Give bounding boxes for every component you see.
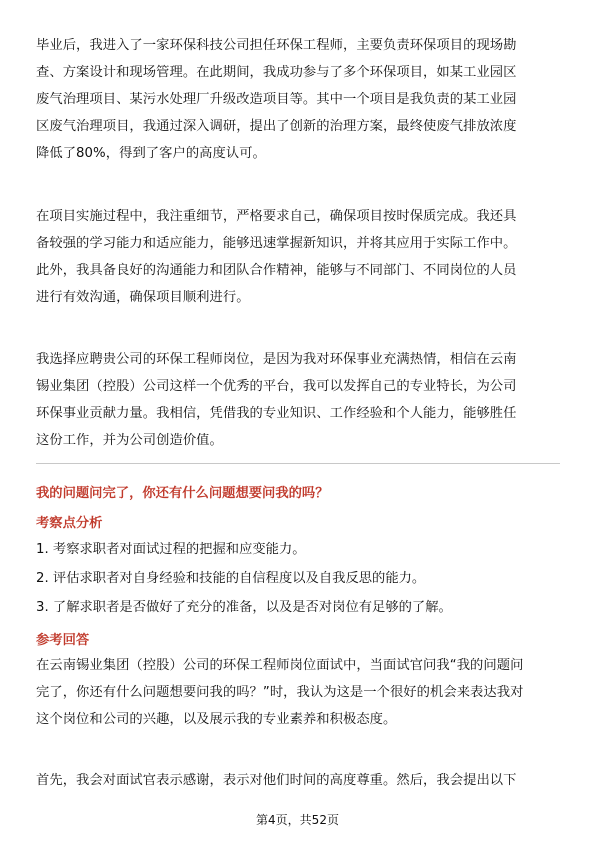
text-line: 此外，我具备良好的沟通能力和团队合作精神，能够与不同部门、不同岗位的人员 (36, 263, 517, 278)
text-line: 我选择应聘贵公司的环保工程师岗位，是因为我对环保事业充满热情，相信在云南 (36, 352, 517, 367)
text-line: 查、方案设计和现场管理。在此期间，我成功参与了多个环保项目，如某工业园区 (36, 65, 517, 80)
body-paragraph-1 (36, 32, 560, 167)
text-line: 备较强的学习能力和适应能力，能够迅速掌握新知识，并将其应用于实际工作中。 (36, 236, 517, 251)
question-title: 我的问题问完了，你还有什么问题想要问我的吗？ (36, 486, 329, 501)
text-line: 区废气治理项目，我通过深入调研，提出了创新的治理方案，最终使废气排放浓度 (36, 119, 517, 134)
text-line: 毕业后，我进入了一家环保科技公司担任环保工程师，主要负责环保项目的现场勘 (36, 38, 517, 53)
analysis-point: 3. 了解求职者是否做好了充分的准备，以及是否对岗位有足够的了解。 (36, 600, 452, 615)
text-line: 降低了80%，得到了客户的高度认可。 (36, 146, 266, 161)
text-line: 在云南锡业集团（控股）公司的环保工程师岗位面试中，当面试官问我“我的问题问 (36, 658, 524, 673)
text-line: 完了，你还有什么问题想要问我的吗？”时，我认为这是一个很好的机会来表达我对 (36, 685, 524, 700)
page-number: 第4页，共52页 (256, 813, 339, 827)
text-line: 锡业集团（控股）公司这样一个优秀的平台，我可以发挥自己的专业特长，为公司 (36, 379, 517, 394)
text-line: 废气治理项目、某污水处理厂升级改造项目等。其中一个项目是我负责的某工业园 (36, 92, 517, 107)
text-line: 在项目实施过程中，我注重细节，严格要求自己，确保项目按时保质完成。我还具 (36, 209, 517, 224)
analysis-heading: 考察点分析 (36, 516, 103, 531)
answer-heading: 参考回答 (36, 633, 90, 648)
section-divider (36, 463, 560, 464)
text-line: 这个岗位和公司的兴趣，以及展示我的专业素养和积极态度。 (36, 712, 397, 727)
body-paragraph-2 (36, 203, 560, 311)
answer-paragraph-2 (36, 767, 560, 794)
text-line: 进行有效沟通，确保项目顺利进行。 (36, 290, 250, 305)
text-line: 首先，我会对面试官表示感谢，表示对他们时间的高度尊重。然后，我会提出以下 (36, 773, 517, 788)
analysis-point: 1. 考察求职者对面试过程的把握和应变能力。 (36, 542, 306, 557)
analysis-point: 2. 评估求职者对自身经验和技能的自信程度以及自我反思的能力。 (36, 571, 426, 586)
answer-paragraph (36, 652, 560, 733)
text-line: 环保事业贡献力量。我相信，凭借我的专业知识、工作经验和个人能力，能够胜任 (36, 406, 517, 421)
text-line: 这份工作，并为公司创造价值。 (36, 433, 223, 448)
body-paragraph-3 (36, 346, 560, 454)
